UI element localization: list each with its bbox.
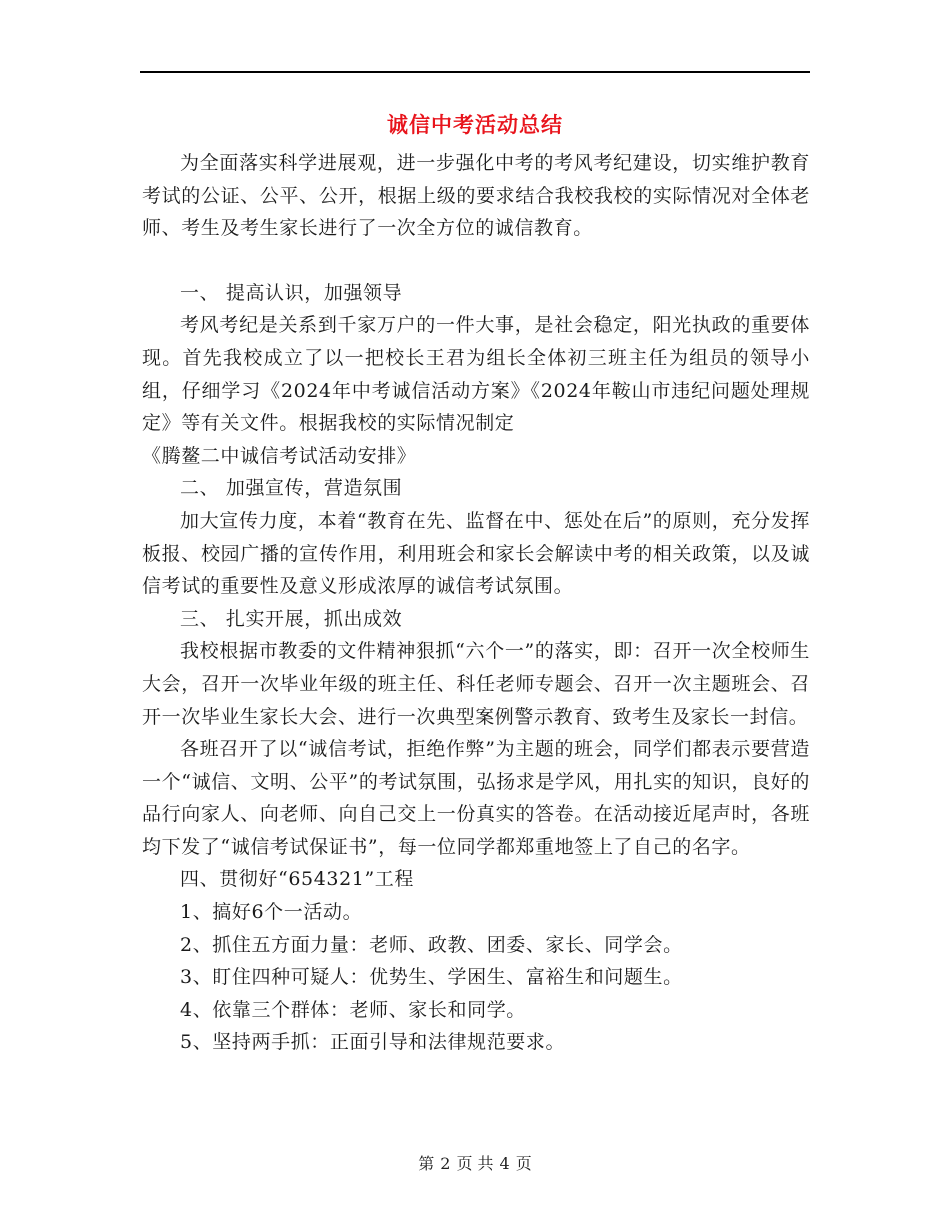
page-footer [0, 1152, 950, 1176]
document-title: 诚信中考活动总结 [387, 113, 563, 137]
section-heading-3: 三、 扎实开展，抓出成效 [180, 607, 403, 630]
document-body [142, 147, 810, 1059]
section-heading-4: 四、贯彻好“654321”工程 [180, 868, 414, 891]
paragraph-intro: 为全面落实科学进展观，进一步强化中考的考风考纪建设，切实维护教育考试的公证、公平、公开，根据上级的要求结合我校我校的实际情况对全体老师、考生及考生家长进行了一次全方位的诚信教育。 [142, 152, 810, 240]
paragraph: 《腾鳌二中诚信考试活动安排》 [142, 444, 417, 467]
section-heading-2: 二、 加强宣传，营造氛围 [180, 477, 403, 500]
paragraph: 考风考纪是关系到千家万户的一件大事，是社会稳定，阳光执政的重要体现。首先我校成立了以一把校长王君为组长全体初三班主任为组员的领导小组，仔细学习《2024年中考诚信活动方案》《2024年鞍山市违纪问题处理规定》等有关文件。根据我校的实际情况制定 [142, 314, 810, 435]
footer-middle: 页 共 [456, 1154, 494, 1173]
list-item: 4、依靠三个群体：老师、家长和同学。 [180, 998, 526, 1021]
section-heading-1: 一、 提高认识，加强领导 [180, 281, 403, 304]
list-item: 3、盯住四种可疑人：优势生、学困生、富裕生和问题生。 [180, 966, 683, 989]
paragraph: 我校根据市教委的文件精神狠抓“六个一”的落实，即：召开一次全校师生大会，召开一次毕业年级的班主任、科任老师专题会、召开一次主题班会、召开一次毕业生家长大会、进行一次典型案例警示教育、致考生及家长一封信。 [142, 640, 810, 728]
footer-total-pages: 4 [499, 1154, 510, 1173]
header-rule [140, 71, 810, 73]
paragraph: 加大宣传力度，本着“教育在先、监督在中、惩处在后”的原则，充分发挥板报、校园广播的宣传作用，利用班会和家长会解读中考的相关政策，以及诚信考试的重要性及意义形成浓厚的诚信考试氛围。 [142, 509, 810, 598]
list-item: 1、搞好6个一活动。 [180, 901, 363, 924]
list-item: 5、坚持两手抓：正面引导和法律规范要求。 [180, 1031, 566, 1054]
footer-suffix: 页 [515, 1154, 532, 1173]
list-item: 2、抓住五方面力量：老师、政教、团委、家长、同学会。 [180, 933, 683, 956]
paragraph: 各班召开了以“诚信考试，拒绝作弊”为主题的班会，同学们都表示要营造一个“诚信、文明、公平”的考试氛围，弘扬求是学风，用扎实的知识，良好的品行向家人、向老师、向自己交上一份真实的答卷。在活动接近尾声时，各班均下发了“诚信考试保证书”，每一位同学都郑重地签上了自己的名字。 [142, 738, 810, 858]
footer-page-number: 2 [440, 1154, 451, 1173]
footer-prefix: 第 [418, 1154, 435, 1173]
